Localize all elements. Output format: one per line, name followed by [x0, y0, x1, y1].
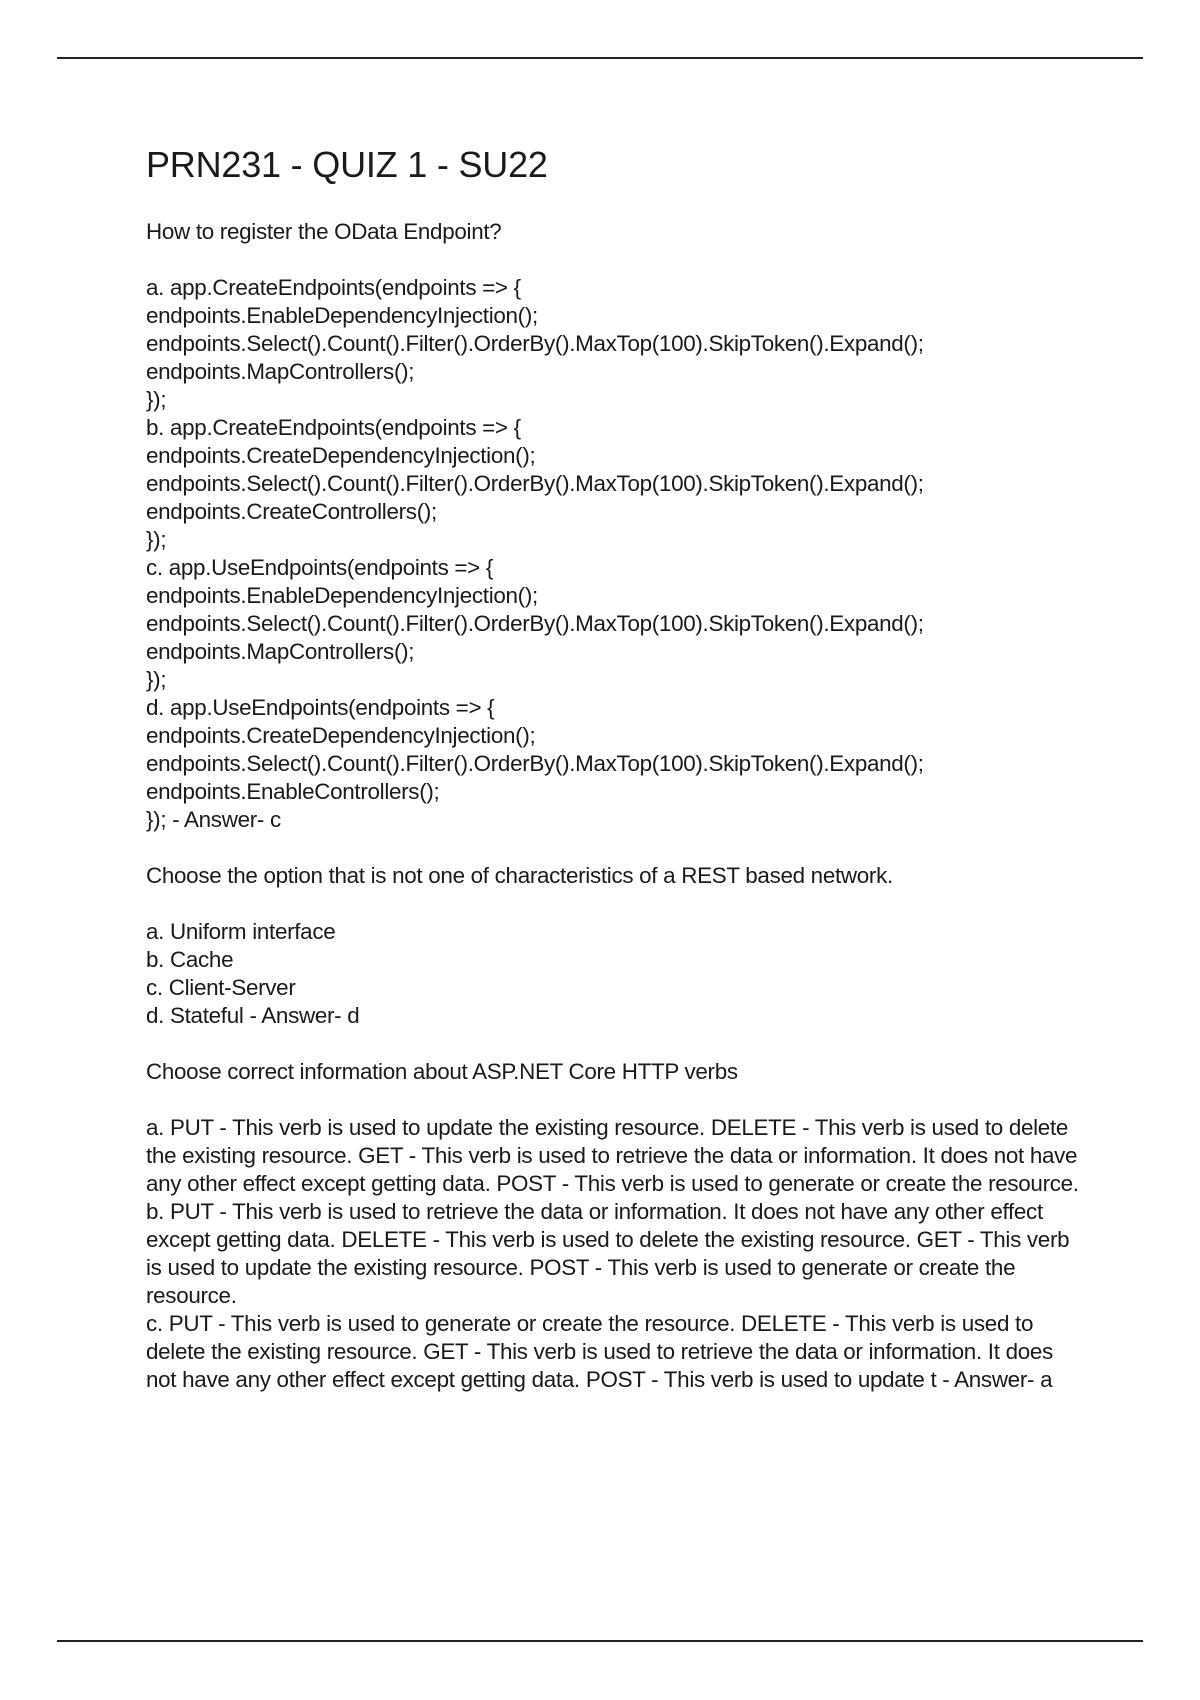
- q2-option-b: b. Cache: [146, 947, 234, 972]
- q1-option-b-line-1: b. app.CreateEndpoints(endpoints => {: [146, 415, 521, 440]
- question-2-prompt: Choose the option that is not one of characteristics of a REST based network.: [146, 863, 893, 888]
- q2-option-a: a. Uniform interface: [146, 919, 336, 944]
- q1-option-d-line-4: endpoints.EnableControllers();: [146, 779, 440, 804]
- q1-option-b-line-4: endpoints.CreateControllers();: [146, 499, 437, 524]
- q1-option-b-line-2: endpoints.CreateDependencyInjection();: [146, 443, 536, 468]
- document-content: [146, 140, 1086, 1422]
- document-title: PRN231 - QUIZ 1 - SU22: [146, 144, 548, 185]
- bottom-rule: [57, 1640, 1143, 1642]
- q1-option-c-line-3: endpoints.Select().Count().Filter().OrderBy().MaxTop(100).SkipToken().Expand();: [146, 611, 924, 636]
- q1-option-c-line-4: endpoints.MapControllers();: [146, 639, 415, 664]
- question-1-options: [146, 274, 1086, 834]
- q1-option-c-line-2: endpoints.EnableDependencyInjection();: [146, 583, 538, 608]
- q2-option-c: c. Client-Server: [146, 975, 296, 1000]
- q1-option-a-line-4: endpoints.MapControllers();: [146, 359, 415, 384]
- q3-option-c: c. PUT - This verb is used to generate or create the resource. DELETE - This verb is used to delete the existing resource. GET - This verb is used to retrieve the data or information. It does not have any other effect except getting data. POST - This verb is used to update t - Answer- a: [146, 1311, 1053, 1392]
- top-rule: [57, 57, 1143, 59]
- q1-option-a-line-2: endpoints.EnableDependencyInjection();: [146, 303, 538, 328]
- q2-option-d: d. Stateful - Answer- d: [146, 1003, 360, 1028]
- q1-option-d-line-1: d. app.UseEndpoints(endpoints => {: [146, 695, 495, 720]
- q1-option-d-line-5: }); - Answer- c: [146, 807, 281, 832]
- q1-option-a-line-1: a. app.CreateEndpoints(endpoints => {: [146, 275, 521, 300]
- q3-option-a: a. PUT - This verb is used to update the existing resource. DELETE - This verb is used to delete the existing resource. GET - This verb is used to retrieve the data or information. It does not have any other effect except getting data. POST - This verb is used to generate or create the resource.: [146, 1115, 1079, 1196]
- q1-option-d-line-3: endpoints.Select().Count().Filter().OrderBy().MaxTop(100).SkipToken().Expand();: [146, 751, 924, 776]
- q3-option-b: b. PUT - This verb is used to retrieve the data or information. It does not have any other effect except getting data. DELETE - This verb is used to delete the existing resource. GET - This verb is used to update the existing resource. POST - This verb is used to generate or create the resource.: [146, 1199, 1070, 1308]
- question-1-prompt: How to register the OData Endpoint?: [146, 219, 502, 244]
- q1-option-a-line-3: endpoints.Select().Count().Filter().OrderBy().MaxTop(100).SkipToken().Expand();: [146, 331, 924, 356]
- question-3-prompt: Choose correct information about ASP.NET Core HTTP verbs: [146, 1059, 738, 1084]
- q1-option-b-line-5: });: [146, 527, 167, 552]
- q1-option-d-line-2: endpoints.CreateDependencyInjection();: [146, 723, 536, 748]
- q1-option-c-line-1: c. app.UseEndpoints(endpoints => {: [146, 555, 494, 580]
- q1-option-a-line-5: });: [146, 387, 167, 412]
- q1-option-c-line-5: });: [146, 667, 167, 692]
- q1-option-b-line-3: endpoints.Select().Count().Filter().OrderBy().MaxTop(100).SkipToken().Expand();: [146, 471, 924, 496]
- question-2-options: [146, 918, 1086, 1030]
- question-3-options: [146, 1114, 1086, 1394]
